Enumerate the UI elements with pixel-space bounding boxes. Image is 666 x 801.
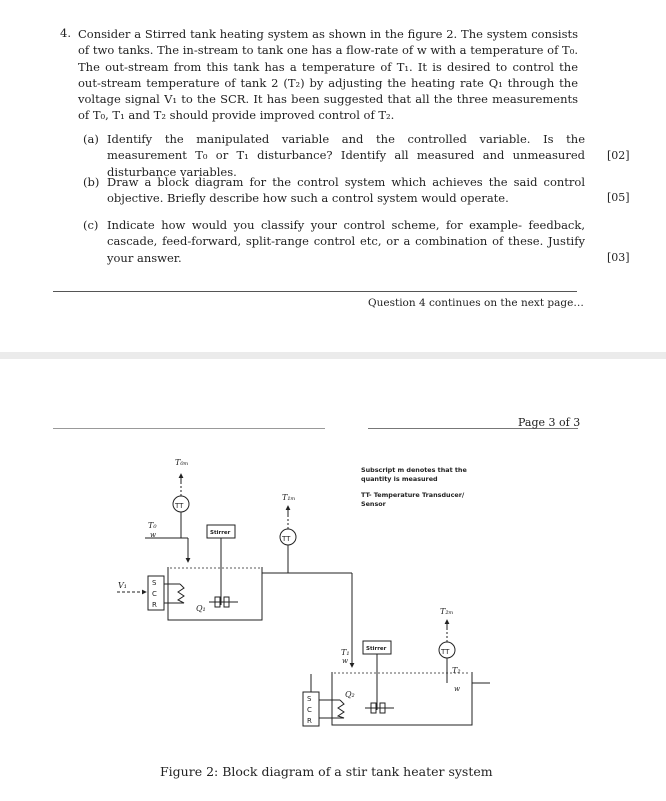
marks: [03] [607, 251, 630, 264]
tank-1 [168, 567, 262, 620]
part-label: (b) [83, 175, 100, 189]
question-intro: Consider a Stirred tank heating system as shown in the figure 2. The system consists of two tanks. The in-stream to tank one has a flow-rate of w with a temperature of T₀. The out-stream from this tank has a temperature of T₁. It is desired to control the out-stream temperature of tank 2 (T₂) by adjusting the heating rate Q₁ through the voltage signal V₁ to the SCR. It has been suggested that all the three measurements of T₀, T₁ and T₂ should provide improved control of T₂. [78, 27, 578, 123]
marks: [02] [607, 149, 630, 162]
figure-caption: Figure 2: Block diagram of a stir tank heater system [160, 764, 493, 779]
stirrer-label: Stirrer [366, 646, 387, 652]
tt-label: TT [282, 535, 291, 543]
scr-letter: R [307, 717, 312, 725]
part-text: Indicate how would you classify your control scheme, for example- feedback, cascade, feed-forward, split-range control etc, or a combination of these. Justify your answer. [107, 218, 585, 265]
stirrer-label: Stirrer [210, 530, 231, 536]
tt-label: TT [175, 502, 184, 510]
label-q1: Q₁ [196, 604, 206, 613]
inlet-pipe [145, 538, 188, 562]
question-number: 4. [60, 26, 71, 40]
label-v1: V₁ [118, 581, 127, 590]
label-t1: T₁ [341, 648, 350, 657]
part-text: Identify the manipulated variable and the controlled variable. Is the measurement T₀ or T₁ disturbance? Identify all measured and unmeasured disturbance variables. [107, 132, 585, 179]
label-t1m: T₁ₘ [282, 493, 296, 502]
part-text: Draw a block diagram for the control system which achieves the said control objective. Briefly describe how such a control system would operate. [107, 175, 585, 206]
label-t2m: T₂ₘ [440, 607, 454, 616]
label-t0m: T₀ₘ [175, 458, 189, 467]
scr-letter: C [307, 706, 312, 714]
label-w: w [342, 657, 348, 665]
scr-letter: S [152, 579, 157, 587]
label-w: w [454, 685, 460, 693]
label-w: w [150, 531, 156, 539]
stirrer-1 [207, 525, 238, 607]
scr-letter: R [152, 601, 157, 609]
continues-note: Question 4 continues on the next page… [368, 297, 584, 309]
part-label: (c) [83, 218, 99, 232]
page-number: Page 3 of 3 [518, 416, 581, 429]
figure-note: Subscript m denotes that the quantity is measured TT- Temperature Transducer/ Sensor [361, 466, 467, 508]
label-t2: T₂ [452, 666, 461, 675]
tt-label: TT [441, 648, 450, 656]
label-q2: Q₂ [345, 690, 355, 699]
part-label: (a) [83, 132, 99, 146]
transfer-pipe [262, 573, 352, 667]
scr-letter: C [152, 590, 157, 598]
marks: [05] [607, 191, 630, 204]
label-t0: T₀ [148, 521, 157, 530]
scr-letter: S [307, 695, 312, 703]
